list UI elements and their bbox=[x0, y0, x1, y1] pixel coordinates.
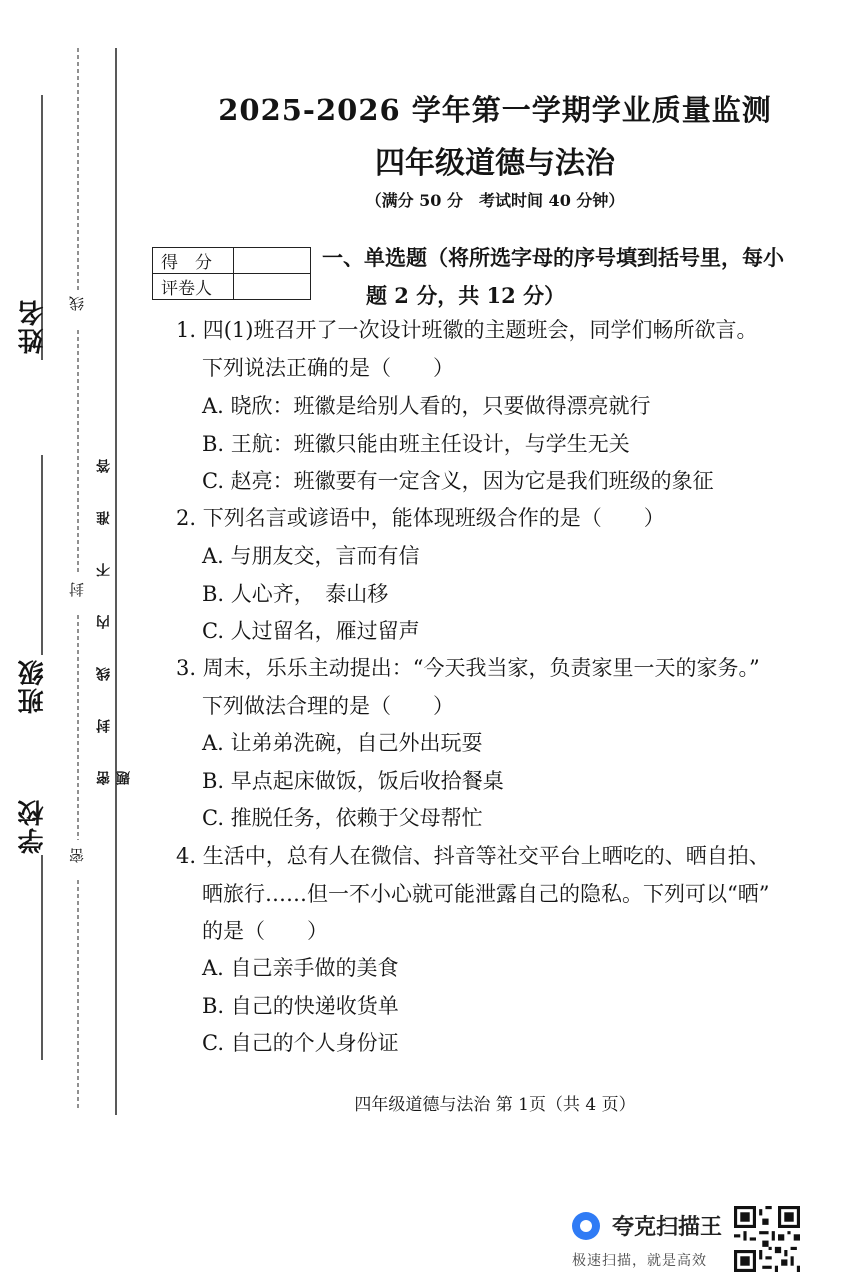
exam-subject: 四年级道德与法治 bbox=[375, 146, 615, 181]
grader-label: 评卷人 bbox=[153, 274, 234, 300]
class-label: 班级 bbox=[18, 658, 48, 714]
question-1-option-b[interactable]: B. 王航：班徽只能由班主任设计，与学生无关 bbox=[202, 432, 630, 456]
question-4-option-b[interactable]: B. 自己的快递收货单 bbox=[202, 994, 399, 1018]
question-1-line2: 下列说法正确的是（ ） bbox=[202, 356, 454, 380]
seal-warning: 密封线内不准答题 bbox=[96, 421, 132, 785]
question-2-option-b[interactable]: B. 人心齐， 泰山移 bbox=[202, 582, 389, 606]
quark-logo-icon bbox=[572, 1212, 600, 1240]
score-cell[interactable] bbox=[234, 248, 311, 274]
question-2-option-c[interactable]: C. 人过留名，雁过留声 bbox=[202, 619, 420, 643]
exam-title: 2025-2026 学年第一学期学业质量监测 bbox=[218, 93, 772, 127]
question-4-line2: 晒旅行……但一不小心就可能泄露自己的隐私。下列可以“晒” bbox=[202, 882, 770, 906]
question-3-line1: 3. 周末，乐乐主动提出：“今天我当家，负责家里一天的家务。” bbox=[176, 656, 760, 680]
question-3-option-b[interactable]: B. 早点起床做饭，饭后收拾餐桌 bbox=[202, 769, 504, 793]
question-4-option-c[interactable]: C. 自己的个人身份证 bbox=[202, 1031, 399, 1055]
section-heading: 一、单选题（将所选字母的序号填到括号里，每小 bbox=[322, 245, 784, 270]
question-3-line2: 下列做法合理的是（ ） bbox=[202, 694, 454, 718]
score-box bbox=[152, 247, 311, 300]
question-4-line3: 的是（ ） bbox=[202, 919, 328, 943]
school-label: 学校 bbox=[18, 798, 48, 854]
question-1-option-a[interactable]: A. 晓欣：班徽是给别人看的，只要做得漂亮就行 bbox=[202, 394, 651, 418]
line-char: 线 bbox=[68, 296, 86, 311]
secret-char: 密 bbox=[68, 848, 86, 863]
seal-char: 封 bbox=[68, 582, 86, 597]
exam-info: （满分 50 分 考试时间 40 分钟） bbox=[365, 191, 625, 210]
page-footer: 四年级道德与法治 第 1页（共 4 页） bbox=[354, 1095, 636, 1115]
question-4-line1: 4. 生活中，总有人在微信、抖音等社交平台上晒吃的、晒自拍、 bbox=[176, 844, 770, 868]
grader-cell[interactable] bbox=[234, 274, 311, 300]
question-1-option-c[interactable]: C. 赵亮：班徽要有一定含义，因为它是我们班级的象征 bbox=[202, 469, 714, 493]
watermark-brand: 夸克扫描王 bbox=[612, 1215, 723, 1240]
question-4-option-a[interactable]: A. 自己亲手做的美食 bbox=[202, 956, 399, 980]
section-heading-cont: 题 2 分，共 12 分） bbox=[366, 283, 566, 308]
question-2-option-a[interactable]: A. 与朋友交，言而有信 bbox=[202, 544, 420, 568]
question-1-line1: 1. 四(1)班召开了一次设计班徽的主题班会，同学们畅所欲言。 bbox=[176, 318, 758, 342]
name-label: 姓名 bbox=[18, 298, 48, 354]
question-2-line1: 2. 下列名言或谚语中，能体现班级合作的是（ ） bbox=[176, 506, 665, 530]
question-3-option-a[interactable]: A. 让弟弟洗碗，自己外出玩耍 bbox=[202, 731, 483, 755]
watermark-slogan: 极速扫描，就是高效 bbox=[572, 1253, 707, 1269]
qr-code-icon bbox=[734, 1206, 800, 1272]
score-label: 得 分 bbox=[153, 248, 234, 274]
question-3-option-c[interactable]: C. 推脱任务，依赖于父母帮忙 bbox=[202, 806, 483, 830]
